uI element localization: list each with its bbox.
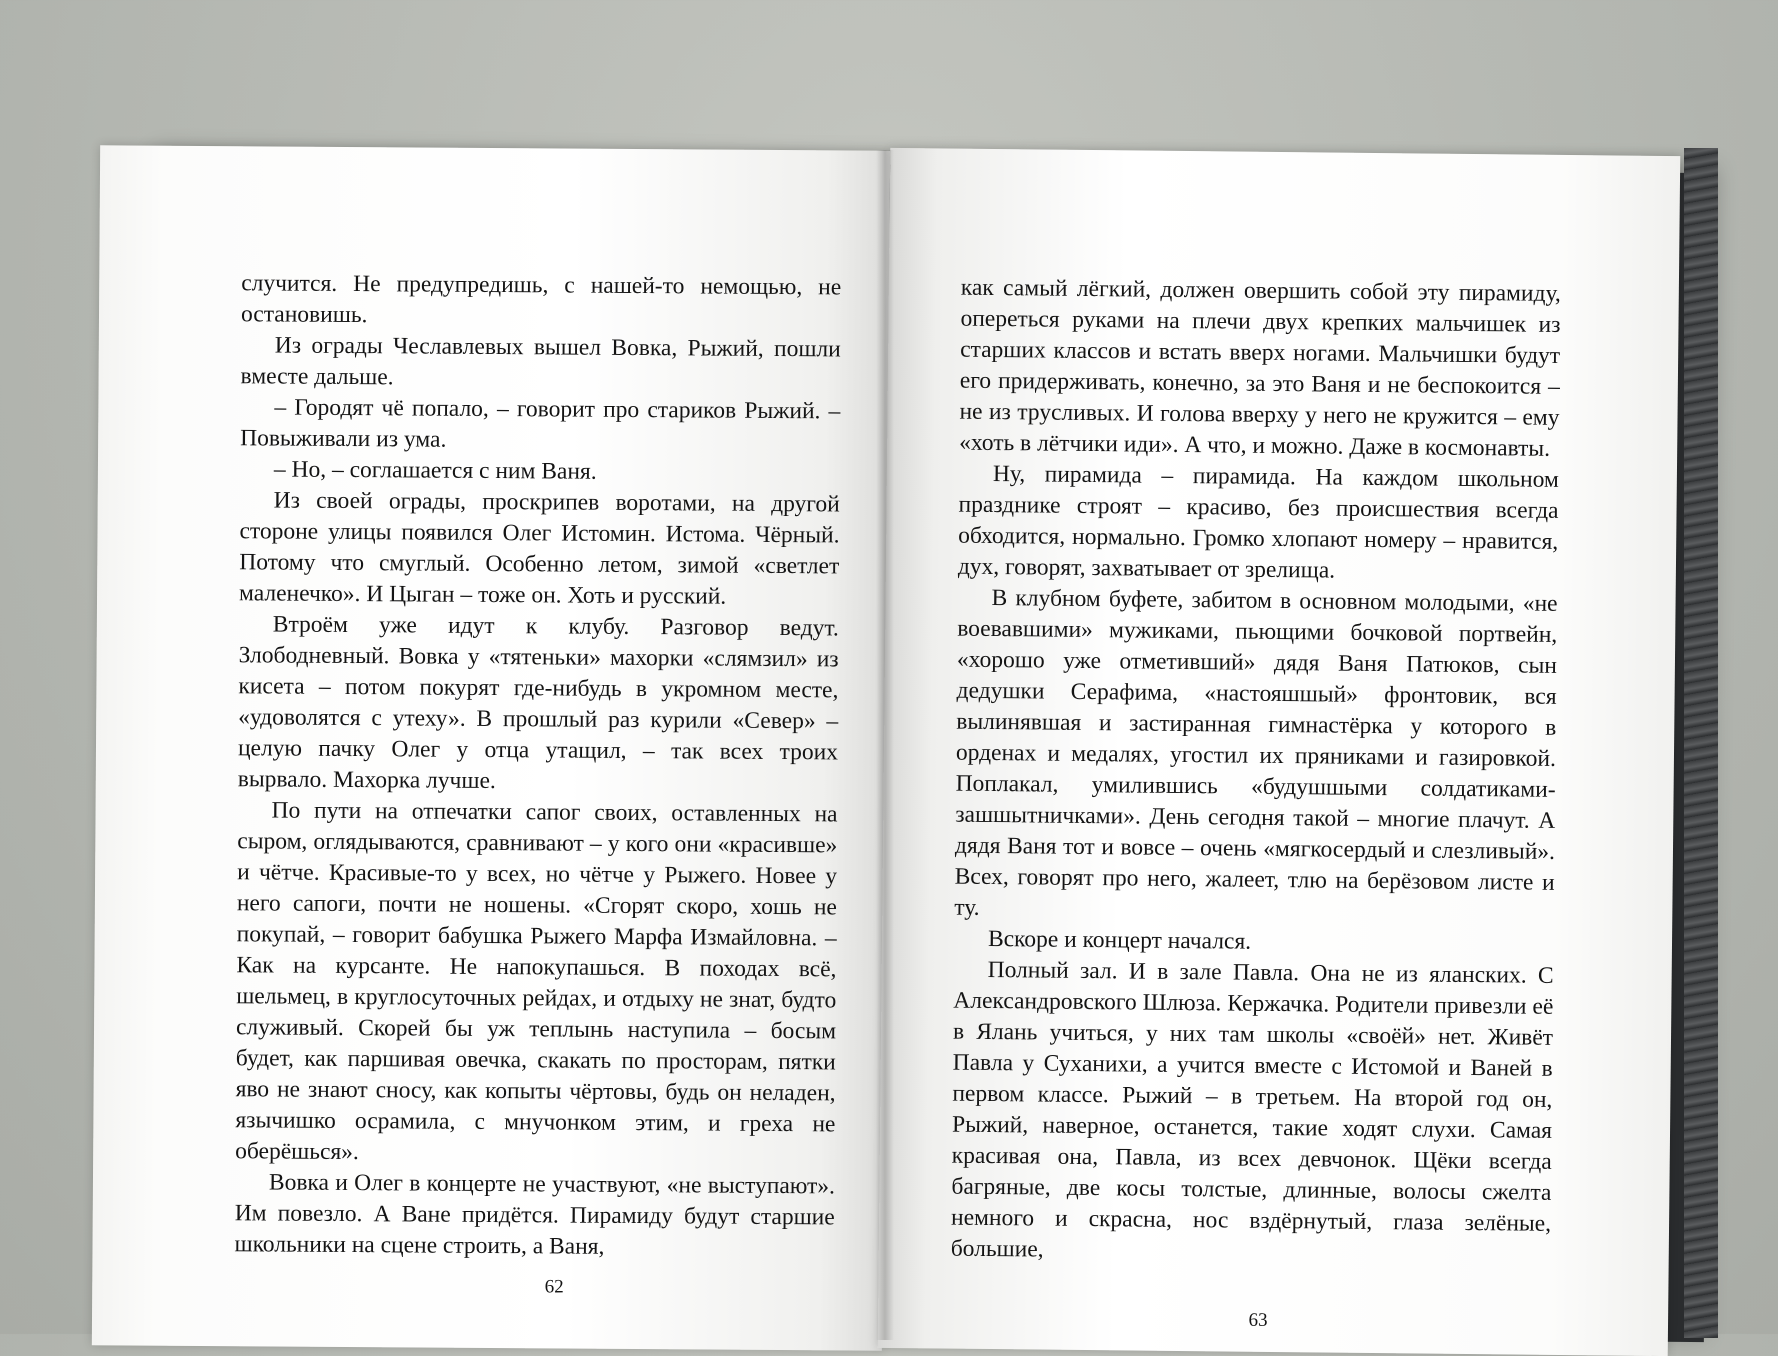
right-page-text bbox=[951, 273, 1561, 1271]
book-gutter bbox=[876, 150, 894, 1340]
paragraph: как самый лёгкий, должен овершить собой эту пирамиду, опереться руками на плечи двух крепких мальчишек из старших классов и встать вверх ногами. Мальчишки будут его придерживать, конечно, за это Ваня и не беспокоится – не из трусливых. И голова вверху у него не кружится – ему «хоть в лётчики иди». А что, и можно. Даже в космонавты. bbox=[959, 274, 1561, 462]
paragraph: случится. Не предупредишь, с нашей-то немощью, не остановишь. bbox=[240, 270, 842, 329]
book-cover-edge-right bbox=[1684, 148, 1718, 1338]
page-number-right: 63 bbox=[1248, 1309, 1268, 1331]
paragraph: – Но, – соглашается с ним Ваня. bbox=[273, 456, 597, 485]
paragraph: Полный зал. И в зале Павла. Она не из яланских. С Александровского Шлюза. Кержачка. Родители привезли её в Ялань учиться, у них там школы «своёй» нет. Живёт Павла у Суханихи, а учится вместе с Истомой и Ваней в первом классе. Рыжий – в третьем. На второй год он, Рыжий, наверное, останется, такие ходят слухи. Самая красивая она, Павла, из всех девчонок. Щёки всегда багряные, две косы толстые, длинные, волосы сжелта немного и скрасна, нос вздёрнутый, глаза зелёные, большие, bbox=[950, 956, 1554, 1263]
paragraph: – Городят чё попало, – говорит про стариков Рыжий. – Повыживали из ума. bbox=[240, 394, 841, 453]
paragraph: Из ограды Чеславлевых вышел Вовка, Рыжий, пошли вместе дальше. bbox=[240, 332, 841, 391]
paragraph: В клубном буфете, забитом в основном молодыми, «не воевавшими» мужиками, пьющими бочковой портвейн, «хорошо уже отметивший» дядя Ваня Патюков, сын дедушки Серафима, «настояшшый» фронтовик, вся вылинявшая и застиранная гимнастёрка у которого в орденах и медалях, угостил их пряниками и газировкой. Поплакал, умилившись «будушшыми солдатиками-зашшытничками». День сегодня такой – многие плачут. А дядя Ваня тот и вовсе – очень «мягкосердый и слезливый». Всех, говорят про него, жалеет, тлю на берёзовом листе и ту. bbox=[954, 584, 1558, 921]
paragraph: Из своей ограды, проскрипев воротами, на другой стороне улицы появился Олег Истомин. Истома. Чёрный. Потому что смуглый. Особенно летом, зимой «светлет маленечко». И Цыган – тоже он. Хоть и русский. bbox=[238, 487, 840, 610]
paragraph: Вскоре и концерт начался. bbox=[987, 925, 1252, 955]
paragraph: Втроём уже идут к клубу. Разговор ведут. Злободневный. Вовка у «тятеньки» махорки «слямзил» из кисета – потом покурят где-нибудь в укромном месте, «удоволятся с утеху». В прошлый раз курили «Север» – целую пачку Олег у отца утащил, – так всех троих вырвало. Махорка лучше. bbox=[237, 611, 839, 795]
page-number-left: 62 bbox=[544, 1276, 564, 1298]
left-page-text bbox=[234, 268, 841, 1264]
paragraph: Ну, пирамида – пирамида. На каждом школьном празднике строят – красиво, без происшествия всегда обходится, нормально. Громко хлопают номеру – нравится, дух, говорят, захватывает от зрелища. bbox=[957, 460, 1560, 584]
left-page bbox=[92, 145, 890, 1350]
right-page bbox=[878, 148, 1681, 1356]
paragraph: По пути на отпечатки сапог своих, оставленных на сыром, оглядываются, сравнивают – у кого они «красивше» и чётче. Красивые-то у всех, но чётче у Рыжего. Новее у него сапоги, почти не ношены. «Сгорят скоро, хошь не покупай, – говорит бабушка Рыжего Марфа Измайловна. – Как на курсанте. Не напокупашься. В походах всё, шельмец, в круглосуточных рейдах, и отдыху не знат, будто служивый. Скорей бы уж теплынь наступила – босым будет, как паршивая овечка, скакать по просторам, пятки яво не знают сносу, как копыты чёртовы, будь он неладен, язычишко осрамила, с мнучонком этим, и греха не оберёшься». bbox=[235, 797, 838, 1166]
paragraph: Вовка и Олег в концерте не участвуют, «не выступают». Им повезло. А Ване придётся. Пирамиду будут старшие школьники на сцене строить, а Ваня, bbox=[234, 1169, 836, 1260]
